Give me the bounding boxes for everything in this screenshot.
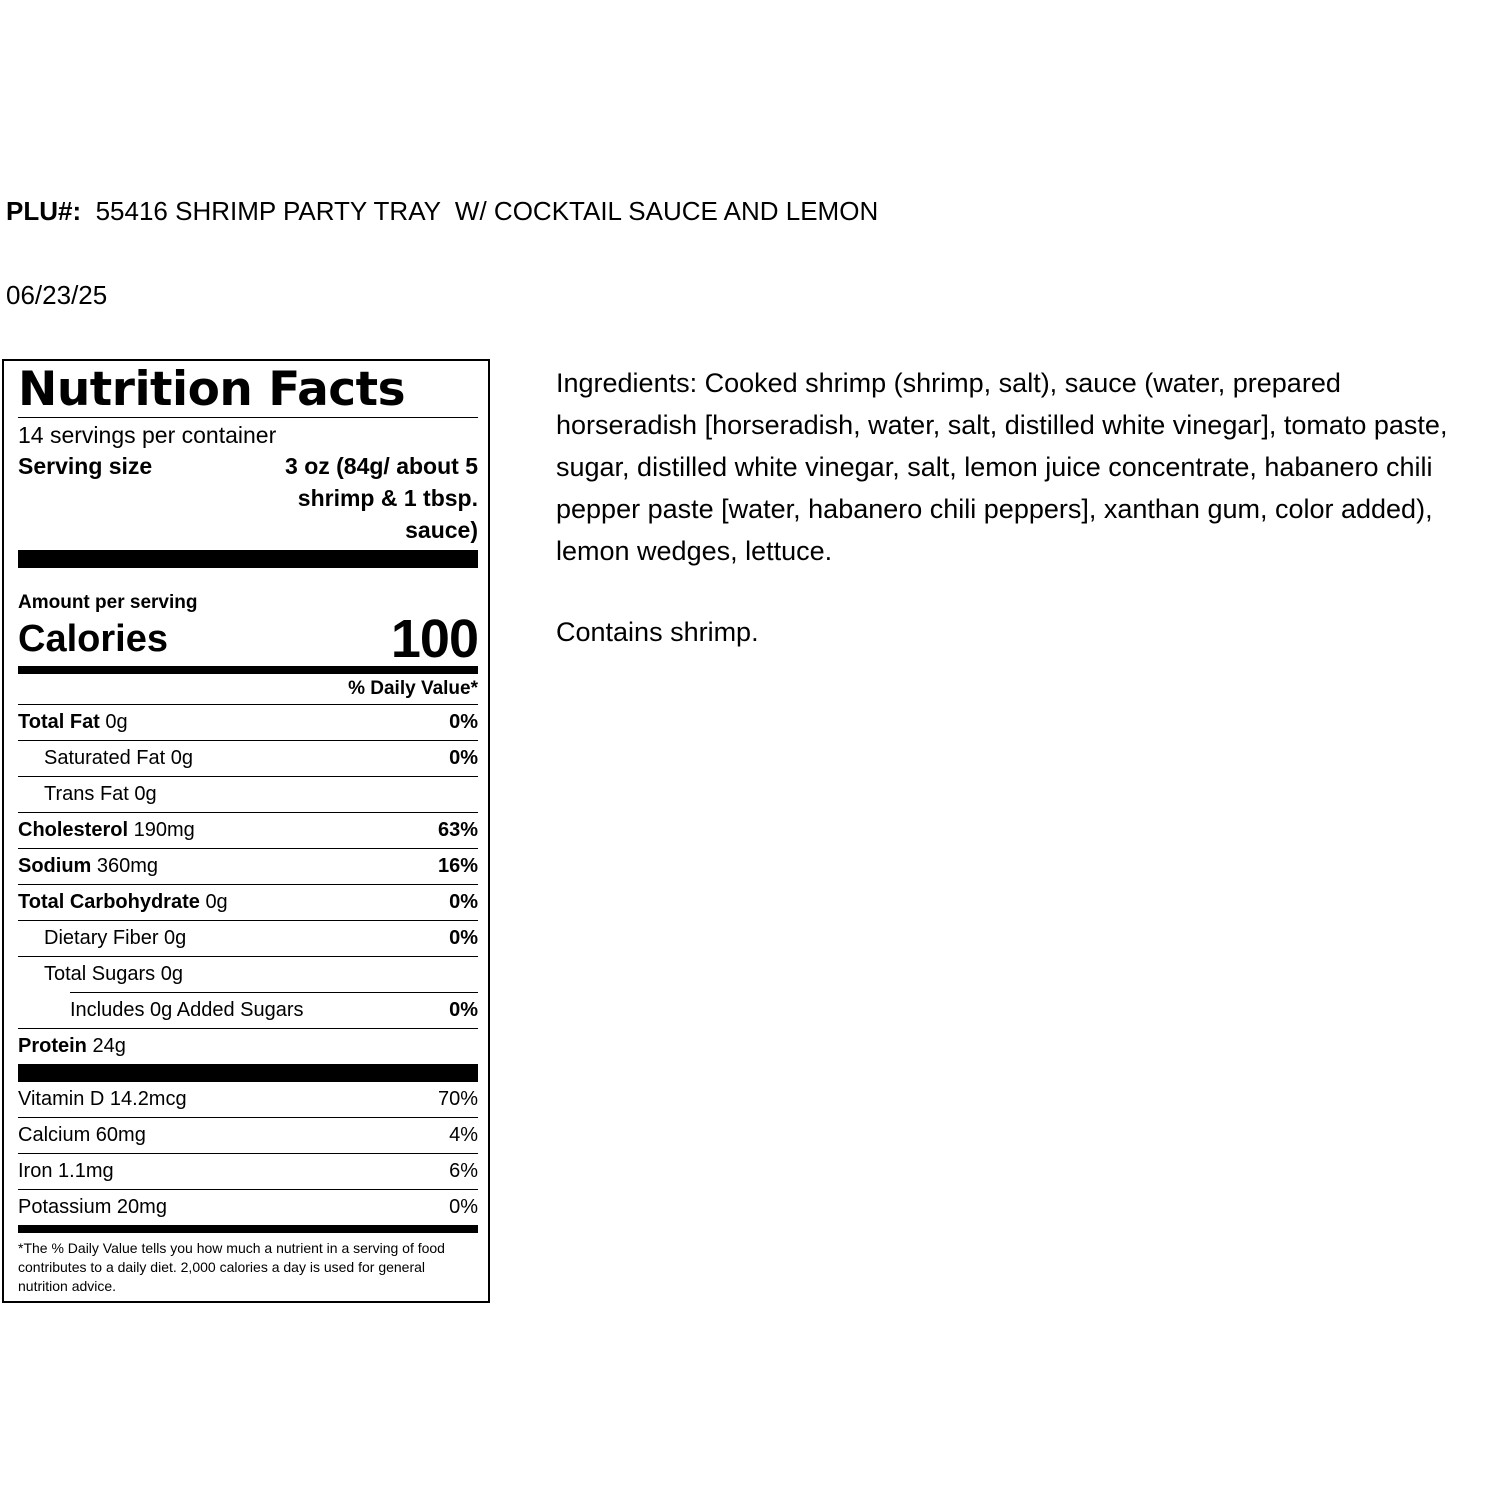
- nutrient-row-protein: [18, 1028, 478, 1064]
- nutrient-amount: 0g: [164, 927, 187, 949]
- nutrient-name: Includes 0g Added Sugars: [70, 999, 304, 1021]
- nutrient-row-cholesterol: [18, 812, 478, 848]
- nutrient-name: Dietary Fiber: [44, 927, 159, 949]
- vitamin-row-calcium: [18, 1117, 478, 1153]
- nutrient-name: Cholesterol: [18, 819, 129, 841]
- vitamin-name: Iron 1.1mg: [18, 1160, 114, 1182]
- nutrient-amount: 0g: [160, 963, 183, 985]
- nutrient-pct: 0%: [449, 891, 478, 913]
- vitamin-name: Potassium 20mg: [18, 1196, 167, 1218]
- calories-label: Calories: [18, 618, 168, 660]
- nutrient-name: Protein: [18, 1035, 87, 1057]
- plu-line: [6, 196, 878, 227]
- daily-value-header: % Daily Value*: [348, 678, 478, 699]
- divider: [18, 417, 478, 418]
- divider-thick: [18, 1064, 478, 1082]
- nutrient-row-saturated-fat: [18, 740, 478, 776]
- nutrient-row-trans-fat: [18, 776, 478, 812]
- nutrient-name: Total Carbohydrate: [18, 891, 200, 913]
- nutrient-row-total-sugars: [18, 956, 478, 992]
- vitamin-row-vitamin-d: [18, 1082, 478, 1117]
- vitamin-pct: 4%: [449, 1124, 478, 1146]
- nutrient-name: Trans Fat: [44, 783, 129, 805]
- nutrient-pct: 0%: [449, 927, 478, 949]
- nutrient-amount: 0g: [205, 891, 228, 913]
- divider-heavy: [18, 1225, 478, 1233]
- nutrient-name: Total Sugars: [44, 963, 156, 985]
- nutrient-row-dietary-fiber: [18, 920, 478, 956]
- daily-value-footnote: *The % Daily Value tells you how much a nutrient in a serving of food contributes to a daily diet. 2,000 calories a day is used for general nutrition advice.: [18, 1240, 445, 1294]
- divider-thick: [18, 550, 478, 568]
- nutrient-pct: 0%: [449, 747, 478, 769]
- nutrient-amount: 360mg: [96, 855, 159, 877]
- nutrient-row-total-fat: [18, 704, 478, 740]
- nutrient-amount: 0g: [170, 747, 193, 769]
- label-date: 06/23/25: [6, 280, 108, 310]
- nutrient-amount: 24g: [92, 1035, 126, 1057]
- nutrient-name: Total Fat: [18, 711, 100, 733]
- nutrition-facts-title: Nutrition Facts: [18, 362, 406, 417]
- serving-size-row: [18, 450, 478, 546]
- serving-size-label: Serving size: [18, 453, 153, 479]
- calories-value: 100: [390, 609, 478, 669]
- nutrient-amount: 190mg: [133, 819, 195, 841]
- nutrient-row-total-carbohydrate: [18, 884, 478, 920]
- servings-per-container: 14 servings per container: [18, 422, 277, 448]
- allergen-statement: Contains shrimp.: [556, 617, 759, 647]
- ingredients-text: Ingredients: Cooked shrimp (shrimp, salt), sauce (water, prepared horseradish [horseradish, water, salt, distilled white vinegar], tomato paste, sugar, distilled white vinegar, salt, lemon juice concentrate, habanero chili pepper paste [water, habanero chili peppers], xanthan gum, color added), lemon wedges, lettuce.: [556, 368, 1448, 566]
- plu-label: PLU#:: [6, 196, 82, 226]
- nutrient-row-added-sugars: [70, 992, 478, 1028]
- nutrient-name: Saturated Fat: [44, 747, 166, 769]
- serving-size-value: 3 oz (84g/ about 5 shrimp & 1 tbsp. sauce): [285, 453, 478, 543]
- amount-per-serving: Amount per serving: [18, 592, 198, 613]
- vitamin-row-iron: [18, 1153, 478, 1189]
- nutrient-pct: 0%: [449, 999, 478, 1021]
- plu-text: 55416 SHRIMP PARTY TRAY W/ COCKTAIL SAUCE AND LEMON: [95, 196, 879, 226]
- vitamin-pct: 70%: [437, 1088, 478, 1110]
- nutrient-name: Sodium: [18, 855, 92, 877]
- vitamin-name: Vitamin D 14.2mcg: [18, 1088, 187, 1110]
- vitamin-pct: 0%: [449, 1196, 478, 1218]
- nutrient-pct: 16%: [437, 855, 478, 877]
- calories-row: [18, 609, 478, 669]
- nutrition-facts-panel: [2, 359, 490, 1303]
- vitamin-pct: 6%: [449, 1160, 478, 1182]
- vitamin-row-potassium: [18, 1189, 478, 1225]
- vitamin-name: Calcium 60mg: [18, 1124, 146, 1146]
- nutrient-row-sodium: [18, 848, 478, 884]
- nutrient-pct: 63%: [437, 819, 478, 841]
- nutrient-amount: 0g: [105, 711, 128, 733]
- nutrient-amount: 0g: [134, 783, 157, 805]
- nutrient-pct: 0%: [449, 711, 478, 733]
